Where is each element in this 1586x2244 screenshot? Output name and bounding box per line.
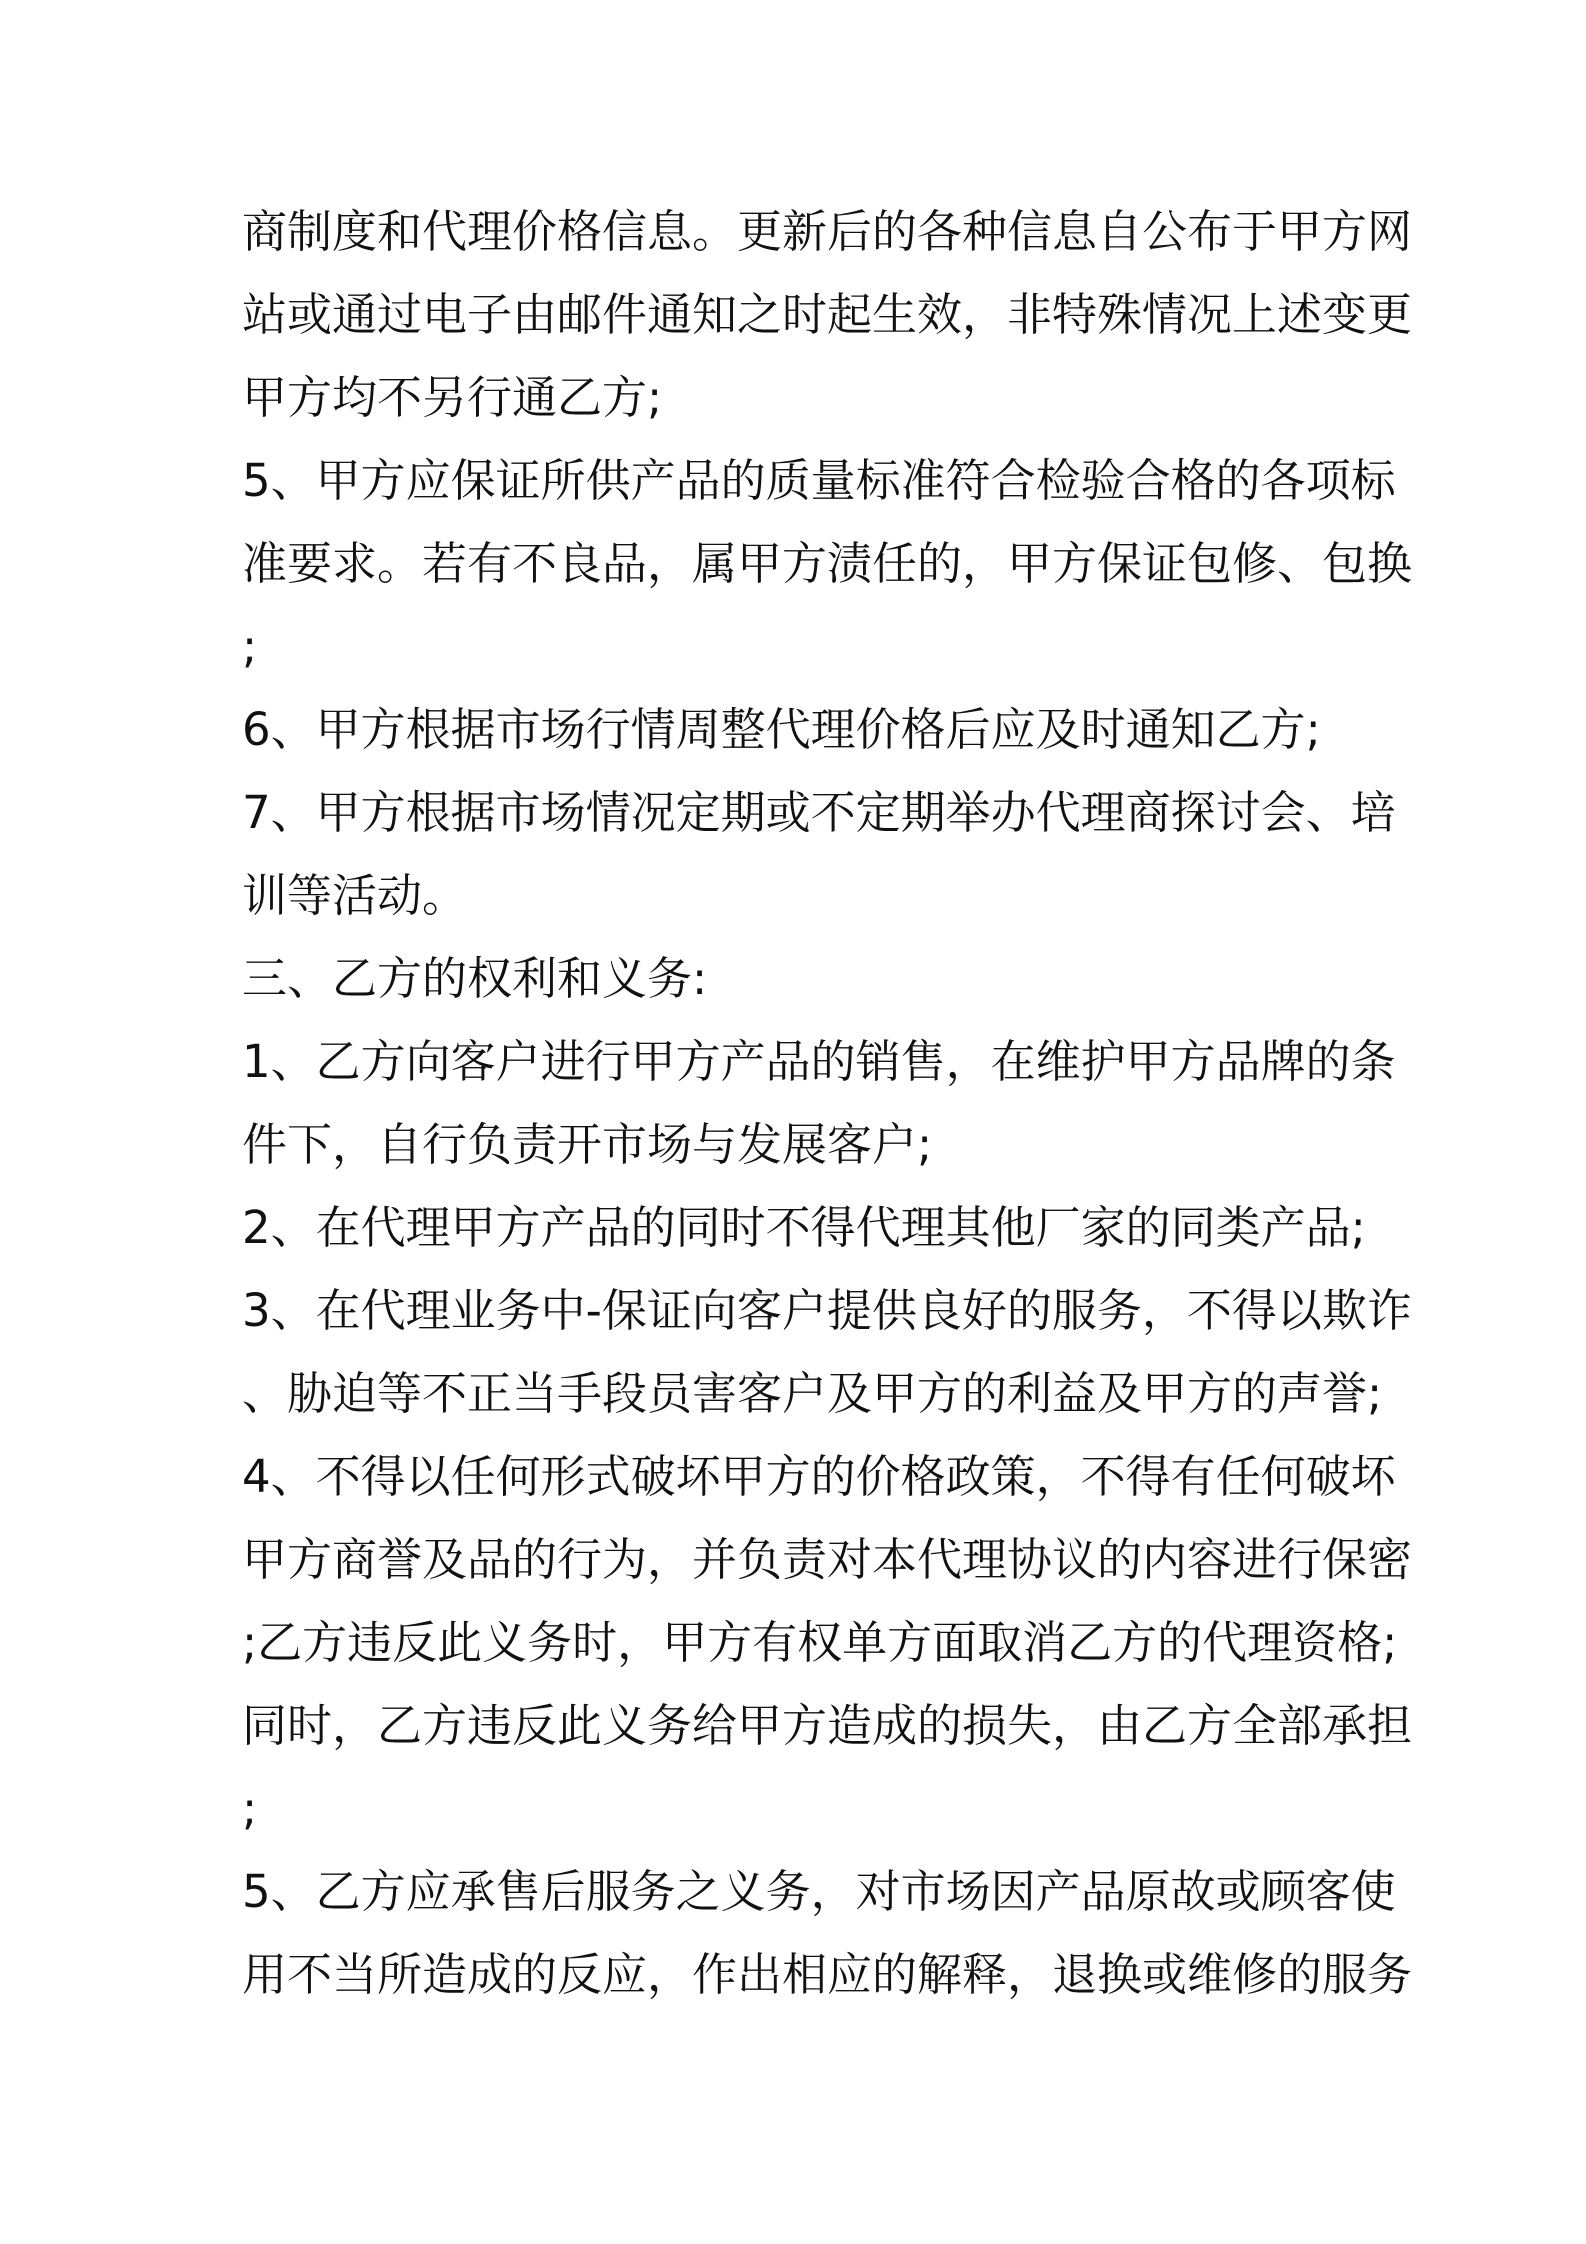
document-body [242, 190, 1413, 2016]
text-line: 5、甲方应保证所供产品的质量标准符合检验合格的各项标 [242, 454, 1396, 507]
text-line: 件下，自行负责开市场与发展客户; [242, 1118, 933, 1171]
text-line: 甲方均不另行通乙方; [242, 371, 663, 424]
text-line: ; [242, 620, 258, 673]
text-line: 7、甲方根据市场情况定期或不定期举办代理商探讨会、培 [242, 786, 1396, 839]
text-line: 同时，乙方违反此义务给甲方造成的损失，由乙方全部承担 [242, 1699, 1413, 1752]
text-line: 甲方商誉及品的行为，并负责对本代理协议的内容进行保密 [242, 1533, 1413, 1586]
text-line: 1、乙方向客户进行甲方产品的销售，在维护甲方品牌的条 [242, 1035, 1396, 1088]
text-line: 站或通过电子由邮件通知之时起生效，非特殊情况上述变更 [242, 288, 1413, 341]
text-line: ;乙方违反此义务时，甲方有权单方面取消乙方的代理资格; [242, 1616, 1398, 1669]
text-line: 6、甲方根据市场行情周整代理价格后应及时通知乙方; [242, 703, 1321, 756]
text-line: 4、不得以任何形式破坏甲方的价格政策，不得有任何破坏 [242, 1450, 1396, 1503]
text-line: 用不当所造成的反应，作出相应的解释，退换或维修的服务 [242, 1948, 1413, 2001]
text-line: ; [242, 1782, 258, 1835]
text-line: 准要求。若有不良品，属甲方渍任的，甲方保证包修、包换 [242, 537, 1413, 590]
text-line: 5、乙方应承售后服务之义务，对市场因产品原故或顾客使 [242, 1865, 1396, 1918]
text-line: 、胁迫等不正当手段员害客户及甲方的利益及甲方的声誉; [242, 1367, 1383, 1420]
section-heading: 三、乙方的权利和义务: [242, 952, 708, 1005]
text-line: 3、在代理业务中-保证向客户提供良好的服务，不得以欺诈 [242, 1284, 1412, 1337]
text-line: 训等活动。 [242, 869, 468, 922]
text-line: 2、在代理甲方产品的同时不得代理其他厂家的同类产品; [242, 1201, 1366, 1254]
text-line: 商制度和代理价格信息。更新后的各种信息自公布于甲方网 [242, 205, 1413, 258]
